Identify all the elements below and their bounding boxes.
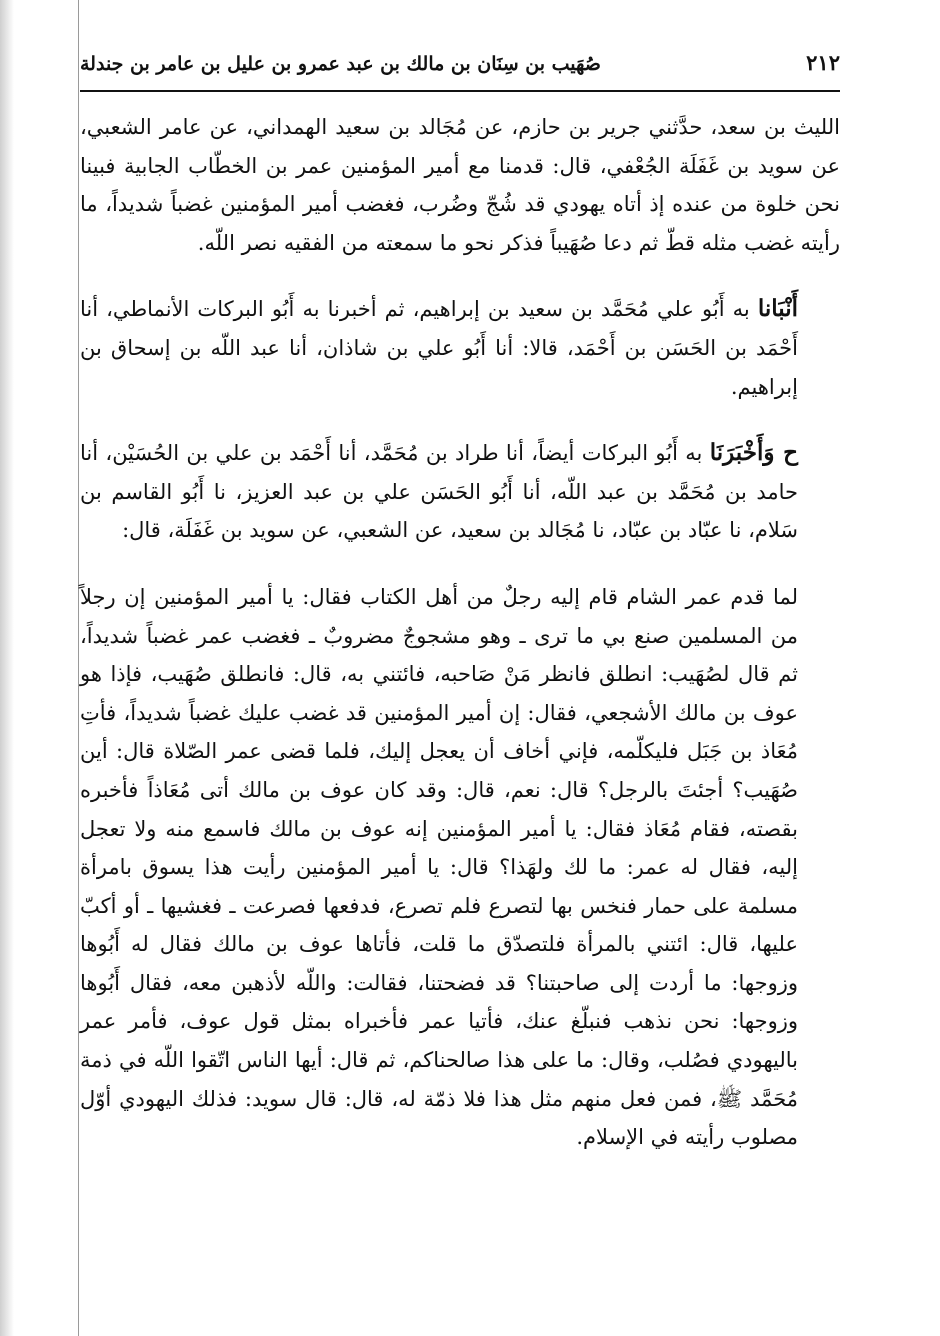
isnad-marker-akhbarana: ح وَأَخْبَرَنَا — [709, 439, 798, 467]
paragraph-1 — [80, 108, 840, 262]
running-title: صُهَيب بن سِنَان بن مالك بن عبد عمرو بن عليل بن عامر بن جندلة — [80, 53, 601, 75]
page-content — [80, 108, 840, 1157]
page-number: ٢١٢ — [806, 50, 840, 75]
paragraph-3-text: به أَبُو البركات أيضاً، أنا طراد بن مُحَمَّد، أنا أَحْمَد بن علي بن الحُسَيْن، أنا حامد بن مُحَمَّد بن عبد اللّه، أنا أَبُو الحَسَن علي بن عبد العزيز، نا أَبُو القاسم بن سَلام، نا عبّاد بن عبّاد، نا مُجَالد بن سعيد، عن الشعبي، عن سويد بن غَفَلَة، قال: — [80, 441, 798, 543]
book-page — [80, 50, 840, 1157]
paragraph-2 — [80, 290, 840, 406]
scan-shadow-edge — [0, 0, 14, 1336]
paragraph-3 — [80, 434, 840, 550]
scan-gutter-line — [78, 0, 79, 1336]
isnad-marker-anbana: أَنْبَانا — [757, 295, 799, 323]
page-header — [80, 50, 840, 92]
paragraph-2-text: به أَبُو علي مُحَمَّد بن سعيد بن إبراهيم، ثم أخبرنا به أَبُو البركات الأنماطي، أنا أَحْمَد بن الحَسَن بن أَحْمَد، قالا: أنا أَبُو علي بن شاذان، أنا عبد اللّه بن إسحاق بن إبراهيم. — [80, 297, 798, 399]
paragraph-1-text: الليث بن سعد، حدَّثني جرير بن حازم، عن مُجَالد بن سعيد الهمداني، عن عامر الشعبي، عن سويد بن غَفَلَة الجُعْفي، قال: قدمنا مع أمير المؤمنين عمر بن الخطّاب الجابية فبينا نحن خلوة من عنده إذ أتاه يهودي قد شُجّ وضُرب، فغضب أمير المؤمنين غضباً شديداً، ما رأيته غضب مثله قطّ ثم دعا صُهَيباً فذكر نحو ما سمعته من الفقيه نصر اللّه. — [80, 115, 840, 255]
paragraph-4 — [80, 578, 840, 1157]
paragraph-4-text: لما قدم عمر الشام قام إليه رجلٌ من أهل الكتاب فقال: يا أمير المؤمنين إن رجلاً من المسلمين صنع بي ما ترى ـ وهو مشجوجٌ مضروبٌ ـ فغضب عمر غضباً شديداً، ثم قال لصُهَيب: انطلق فانظر مَنْ صَاحبه، فائتني به، قال: فانطلق صُهَيب، فإذا هو عوف بن مالك الأشجعي، فقال: إن أمير المؤمنين قد غضب عليك غضباً شديداً، فأتِ مُعَاذ بن جَبَل فليكلّمه، فإني أخاف أن يعجل إليك، فلما قضى عمر الصّلاة قال: أين صُهَيب؟ أجئتَ بالرجل؟ قال: نعم، قال: وقد كان عوف بن مالك أتى مُعَاذاً فأخبره بقصته، فقام مُعَاذ فقال: يا أمير المؤمنين إنه عوف بن مالك فاسمع منه ولا تعجل إليه، فقال له عمر: ما لك ولهَذا؟ قال: يا أمير المؤمنين رأيت هذا يسوق بامرأة مسلمة على حمار فنخس بها لتصرع فلم تصرع، فدفعها فصرعت ـ فغشيها ـ أو أكبّ عليها، قال: ائتني بالمرأة فلتصدّق ما قلت، فأتاها عوف بن مالك فقال له أَبُوها وزوجها: ما أردت إلى صاحبتنا؟ قد فضحتنا، فقالت: واللّه لأذهبن معه، فقال أَبُوها وزوجها: نحن نذهب فنبلّغ عنك، فأتيا عمر فأخبراه بمثل قول عوف، فأمر عمر باليهودي فصُلب، وقال: ما على هذا صالحناكم، ثم قال: أيها الناس اتّقوا اللّه في ذمة مُحَمَّد ﷺ، فمن فعل منهم مثل هذا فلا ذمّة له، قال: قال سويد: فذلك اليهودي أوّل مصلوب رأيته في الإسلام. — [80, 584, 798, 1150]
